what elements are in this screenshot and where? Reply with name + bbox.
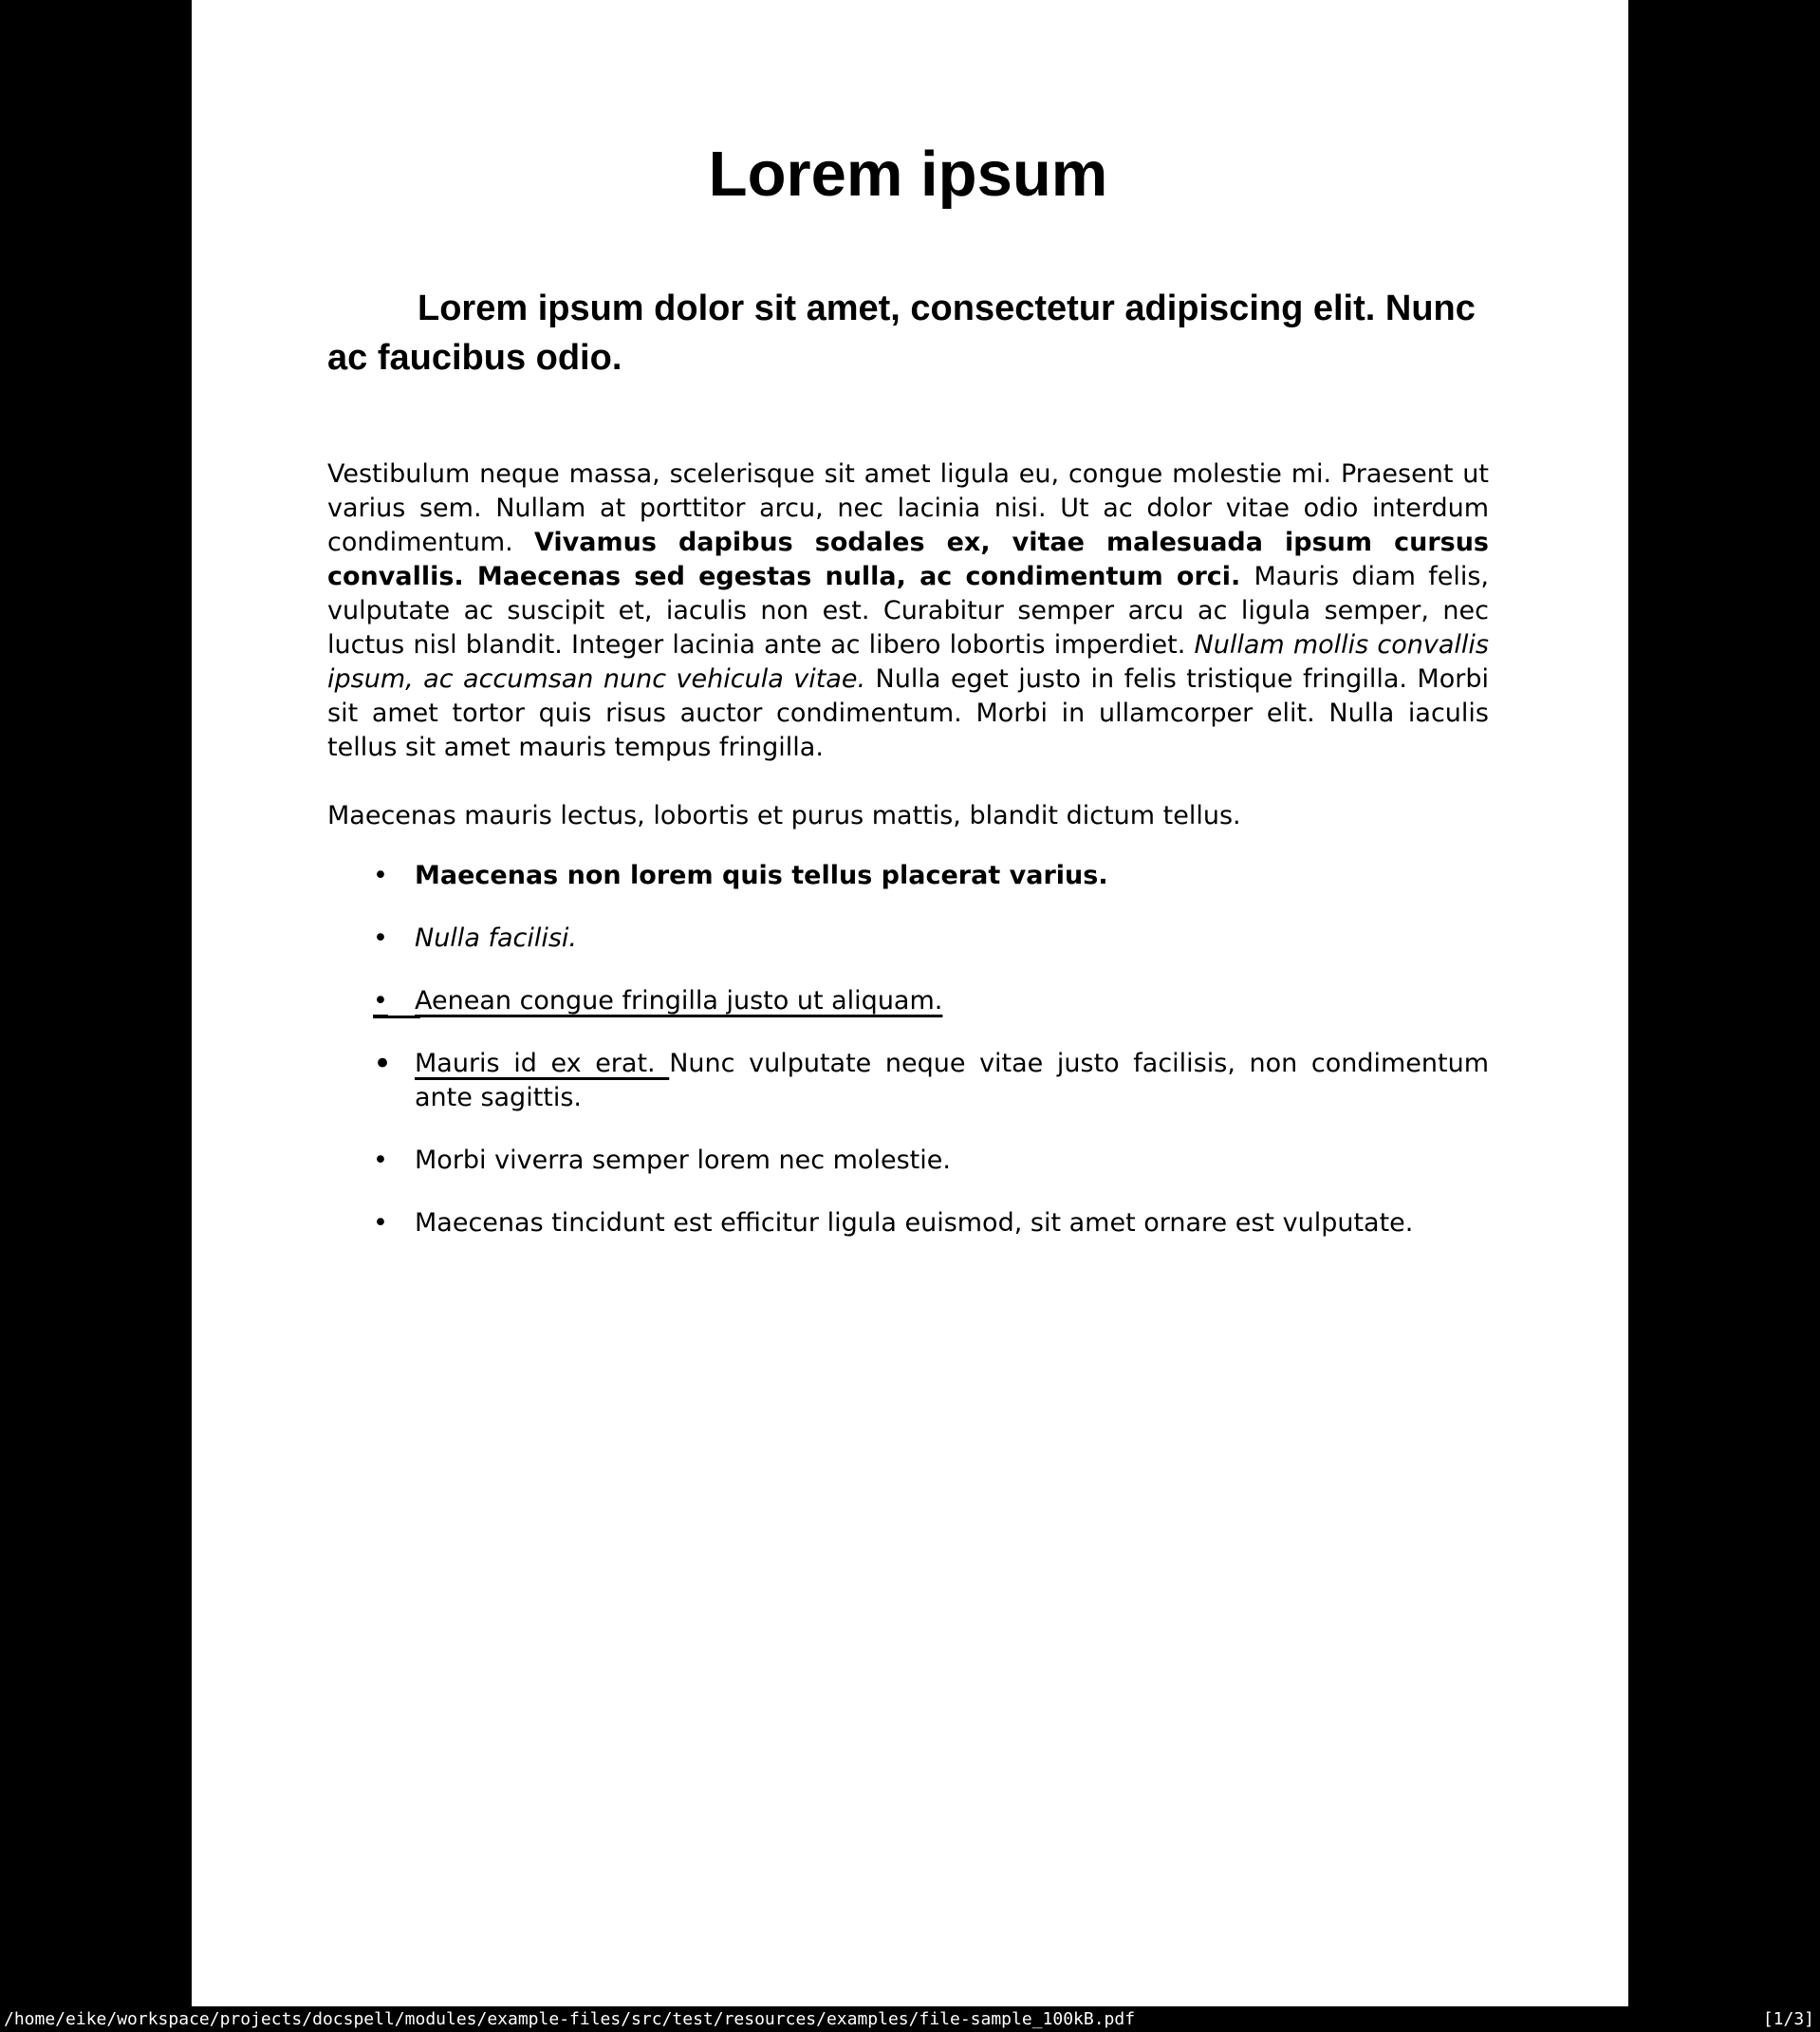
bullet-marker: • — [373, 986, 388, 1016]
document-title: Lorem ipsum — [708, 139, 1108, 210]
list-item — [327, 1206, 1489, 1240]
underline-bridge — [373, 1016, 420, 1018]
bullet-marker: • — [373, 1146, 388, 1175]
list-item-text: Aenean congue fringilla justo ut aliquam. — [415, 986, 943, 1016]
paragraph-2: Maecenas mauris lectus, lobortis et purus mattis, blandit dictum tellus. — [327, 801, 1241, 830]
list-item-text: Morbi viverra semper lorem nec molestie. — [415, 1146, 951, 1175]
pdf-page[interactable] — [192, 0, 1628, 2006]
status-bar — [0, 2006, 1820, 2032]
list-item-text: Maecenas tincidunt est efficitur ligula euismod, sit amet ornare est vulputate. — [415, 1208, 1414, 1238]
list-item — [327, 1047, 1489, 1115]
list-item-text: Mauris id ex erat. Nunc vulputate neque vitae justo facilisis, non condimentum ante sagittis. — [415, 1049, 1489, 1112]
list-item-text: Maecenas non lorem quis tellus placerat varius. — [415, 861, 1108, 890]
bullet-marker: • — [373, 1208, 388, 1238]
list-item — [327, 984, 1489, 1018]
list-item-text: Nulla facilisi. — [415, 923, 577, 953]
list-item — [327, 1144, 1489, 1178]
list-item — [327, 859, 1489, 893]
document-subtitle: Lorem ipsum dolor sit amet, consectetur adipiscing elit. Nunc ac faucibus odio. — [327, 289, 1476, 378]
list-item — [327, 922, 1489, 956]
bullet-marker: • — [373, 923, 388, 953]
bullet-marker: • — [373, 1045, 393, 1083]
page-content — [192, 139, 1628, 1240]
bullet-list — [327, 859, 1489, 1240]
status-file-path: /home/eike/workspace/projects/docspell/modules/example-files/src/test/resources/examples/file-sample_100kB.pdf — [4, 2009, 1136, 2029]
paragraph-1: Vestibulum neque massa, scelerisque sit amet ligula eu, congue molestie mi. Praesent ut varius sem. Nullam at porttitor arcu, nec lacinia nisi. Ut ac dolor vitae odio interdum condimentum. Vivamus dapibus sodales ex, vitae malesuada ipsum cursus convallis. Maecenas sed egestas nulla, ac condimentum orci. Mauris diam felis, vulputate ac suscipit et, iaculis non est. Curabitur semper arcu ac ligula semper, nec luctus nisl blandit. Integer lacinia ante ac libero lobortis imperdiet. Nullam mollis convallis ipsum, ac accumsan nunc vehicula vitae. Nulla eget justo in felis tristique fringilla. Morbi sit amet tortor quis risus auctor condimentum. Morbi in ullamcorper elit. Nulla iaculis tellus sit amet mauris tempus fringilla. — [327, 459, 1489, 762]
bullet-marker: • — [373, 861, 388, 890]
status-page-indicator: [1/3] — [1762, 2009, 1814, 2029]
